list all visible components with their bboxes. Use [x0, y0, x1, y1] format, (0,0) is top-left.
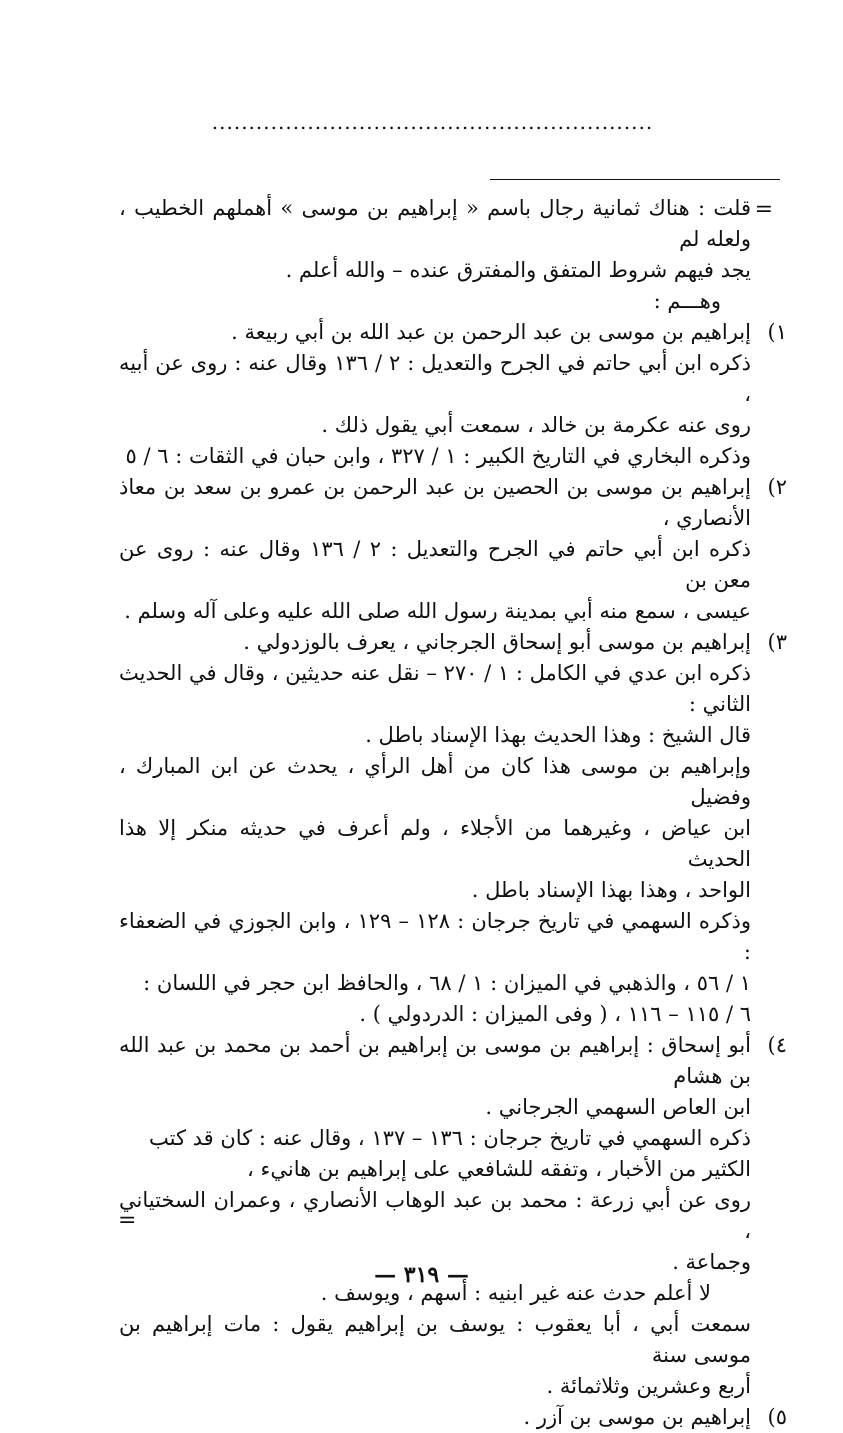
- entry-number: ٢): [767, 475, 787, 499]
- entry-line: سمعت أبي ، أبا يعقوب : يوسف بن إبراهيم يقول : مات إبراهيم بن موسى سنة: [119, 1312, 751, 1367]
- entry-4: [119, 1030, 787, 1402]
- entry-line: ابن عياض ، وغيرهما من الأجلاء ، ولم أعرف في حديثه منكر إلا هذا الحديث: [119, 816, 751, 871]
- entry-line: ذكره السهمي في تاريخ جرجان : ١٣٦ – ١٣٧ ، وقال عنه : كان قد كتب: [149, 1126, 751, 1150]
- entry-3: [119, 627, 787, 1030]
- entry-line: روى عن أبي زرعة : محمد بن عبد الوهاب الأنصاري ، وعمران السختياني ،: [119, 1188, 751, 1243]
- entry-line: ذكره ابن عدي في الكامل : ١ / ٢٧٠ – نقل عنه حديثين ، وقال في الحديث الثاني :: [119, 661, 751, 716]
- entry-line: إبراهيم بن موسى أبو إسحاق الجرجاني ، يعرف بالوزدولي .: [243, 630, 751, 654]
- entry-line: ذكره ابن أبي حاتم في الجرح والتعديل : ٢ / ١٣٦ وقال عنه : روى عن معن بن: [119, 537, 751, 592]
- entry-line: وذكره البخاري في التاريخ الكبير : ١ / ٣٢٧ ، وابن حبان في الثقات : ٦ / ٥: [125, 444, 751, 468]
- entry-line: إبراهيم بن موسى بن عبد الرحمن بن عبد الله بن أبي ربيعة .: [231, 320, 751, 344]
- entry-line: أبو إسحاق : إبراهيم بن موسى بن إبراهيم بن أحمد بن محمد بن عبد الله بن هشام: [119, 1033, 751, 1088]
- entry-number: ٤): [767, 1033, 787, 1057]
- entry-line: قال الشيخ : وهذا الحديث بهذا الإسناد باطل .: [365, 723, 751, 747]
- entry-line: إبراهيم بن موسى بن آزر .: [523, 1405, 751, 1429]
- entry-number: ١): [767, 320, 787, 344]
- entry-1: [119, 317, 787, 472]
- entry-5: [119, 1402, 787, 1433]
- entry-line: إبراهيم بن موسى بن الحصين بن عبد الرحمن بن عمرو بن سعد بن معاذ الأنصاري ،: [119, 475, 751, 530]
- entry-line: ابن العاص السهمي الجرجاني .: [485, 1095, 751, 1119]
- entry-line: وذكره السهمي في تاريخ جرجان : ١٢٨ – ١٢٩ ، وابن الجوزي في الضعفاء :: [119, 909, 751, 964]
- continuation-mark-top: =: [754, 197, 773, 222]
- entry-line: عيسى ، سمع منه أبي بمدينة رسول الله صلى الله عليه وعلى آله وسلم .: [124, 599, 751, 623]
- intro-line: يجد فيهم شروط المتفق والمفترق عنده – والله أعلم .: [285, 258, 751, 282]
- entry-number: ٥): [767, 1405, 787, 1429]
- entry-line: ذكره ابن أبي حاتم في الجرح والتعديل : ٢ / ١٣٦ وقال عنه : روى عن أبيه ،: [119, 351, 751, 406]
- top-dotted-separator: ............................................................: [211, 110, 654, 134]
- entry-line: أربع وعشرين وثلاثمائة .: [546, 1374, 751, 1398]
- entry-line: روى عنه عكرمة بن خالد ، سمعت أبي يقول ذلك .: [321, 413, 751, 437]
- entry-line: الواحد ، وهذا بهذا الإسناد باطل .: [471, 878, 751, 902]
- entry-line: ١ / ٥٦ ، والذهبي في الميزان : ١ / ٦٨ ، والحافظ ابن حجر في اللسان :: [143, 971, 751, 995]
- footnote-rule: [490, 179, 780, 180]
- entry-line: لا أعلم حدث عنه غير ابنيه : أسهم ، ويوسف .: [320, 1281, 711, 1305]
- entry-line: ٦ / ١١٥ – ١١٦ ، ( وفى الميزان : الدردولي ) .: [359, 1002, 751, 1026]
- entry-2: [119, 472, 787, 627]
- continuation-mark-bottom: =: [118, 1208, 137, 1233]
- footnote-text: [119, 193, 787, 1433]
- intro-line: قلت : هناك ثمانية رجال باسم « إبراهيم بن موسى » أهملهم الخطيب ، ولعله لم: [119, 196, 751, 251]
- intro-line: وهـــم :: [653, 289, 721, 313]
- entry-line: الكثير من الأخبار ، وتفقه للشافعي على إبراهيم بن هانيء ،: [247, 1157, 751, 1181]
- page-number: — ٣١٩ —: [374, 1262, 469, 1288]
- entry-line: وإبراهيم بن موسى هذا كان من أهل الرأي ، يحدث عن ابن المبارك ، وفضيل: [119, 754, 751, 809]
- entry-line: وجماعة .: [672, 1250, 751, 1274]
- entry-number: ٣): [767, 630, 787, 654]
